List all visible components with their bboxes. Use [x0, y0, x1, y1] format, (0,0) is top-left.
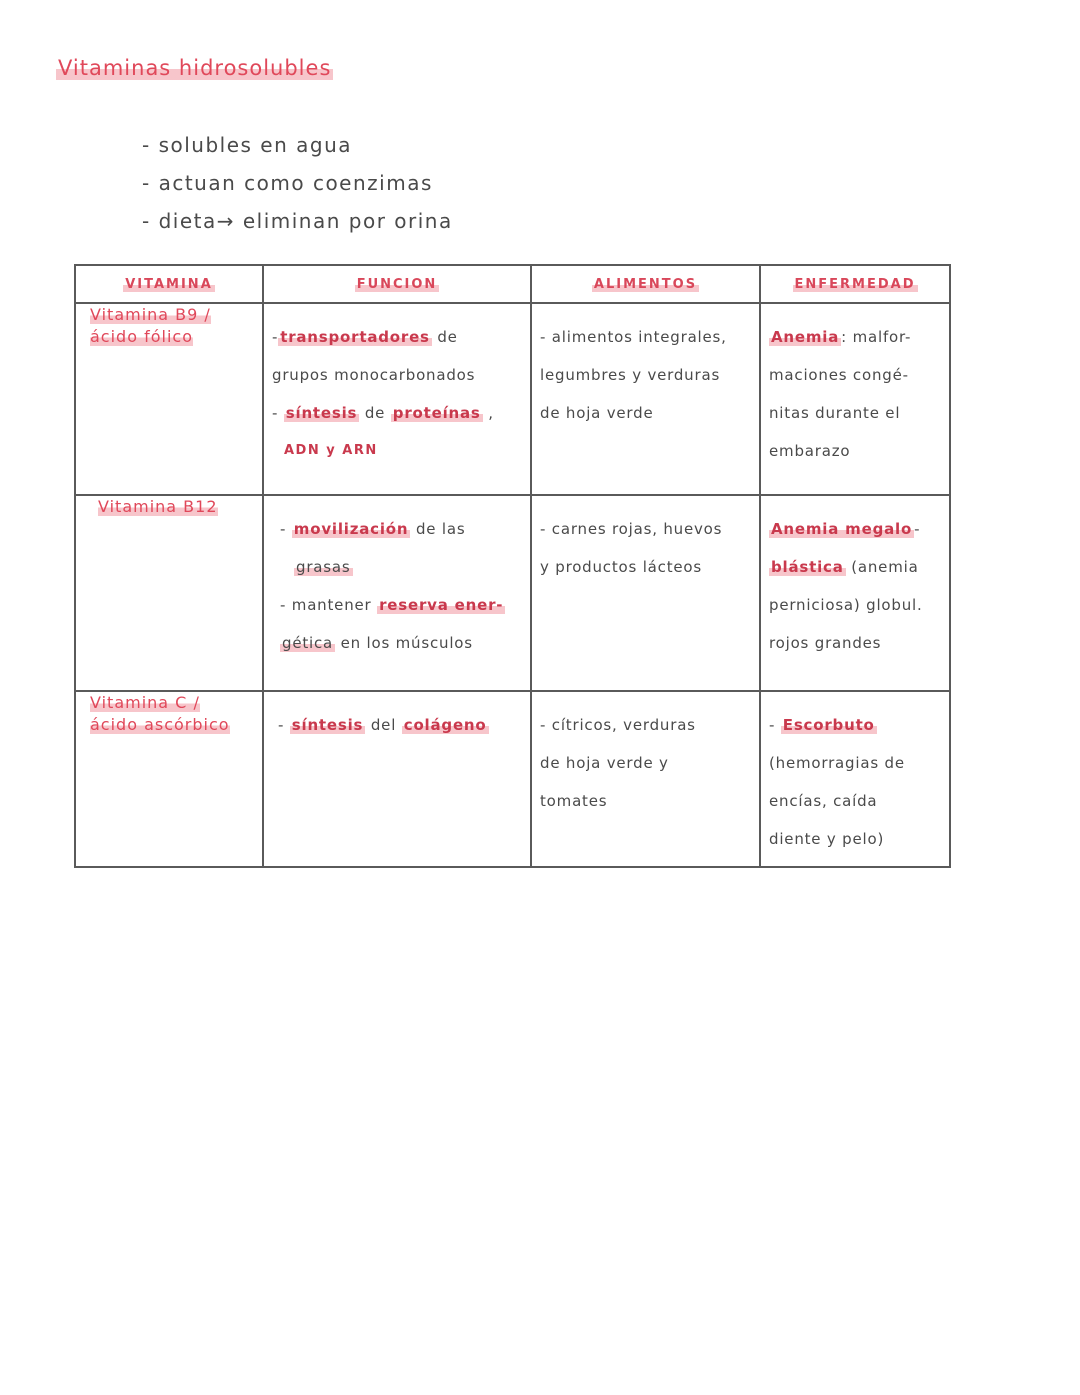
header-enfermedad: ENFERMEDAD [760, 265, 950, 303]
alimentos-cell: - alimentos integrales, legumbres y verduras de hoja verde [531, 303, 760, 495]
header-alimentos: ALIMENTOS [531, 265, 760, 303]
list-item: - solubles en agua [142, 133, 353, 157]
table-row [75, 691, 950, 867]
vitamina-name: Vitamina B12 [98, 497, 218, 516]
vitamina-name: Vitamina B9 / [90, 305, 211, 324]
funcion-cell: - movilización de las grasas - mantener reserva ener- gética en los músculos [263, 495, 531, 691]
page-title: Vitaminas hidrosolubles [58, 56, 332, 80]
table-row [75, 303, 950, 495]
vitamina-cell [75, 495, 263, 691]
header-vitamina: VITAMINA [75, 265, 263, 303]
enfermedad-cell: - Escorbuto (hemorragias de encías, caída diente y pelo) [760, 691, 950, 867]
vitamina-name: Vitamina C / [90, 693, 200, 712]
property-list [142, 130, 453, 244]
vitamina-cell [75, 691, 263, 867]
funcion-cell: - transportadores de grupos monocarbonados - síntesis de proteínas , ADN y ARN [263, 303, 531, 495]
table-header-row [75, 265, 950, 303]
funcion-cell: - síntesis del colágeno [263, 691, 531, 867]
list-item: - actuan como coenzimas [142, 171, 433, 195]
vitamina-alias: ácido fólico [90, 327, 193, 346]
vitamina-alias: ácido ascórbico [90, 715, 230, 734]
alimentos-cell: - carnes rojas, huevos y productos lácteos [531, 495, 760, 691]
vitamins-table [74, 264, 951, 868]
alimentos-cell: - cítricos, verduras de hoja verde y tomates [531, 691, 760, 867]
header-funcion: FUNCION [263, 265, 531, 303]
list-item: - dieta→ eliminan por orina [142, 209, 453, 233]
enfermedad-cell: Anemia megalo - blástica (anemia perniciosa) globul. rojos grandes [760, 495, 950, 691]
vitamina-cell [75, 303, 263, 495]
enfermedad-cell: Anemia : malfor- maciones congé- nitas durante el embarazo [760, 303, 950, 495]
table-row [75, 495, 950, 691]
